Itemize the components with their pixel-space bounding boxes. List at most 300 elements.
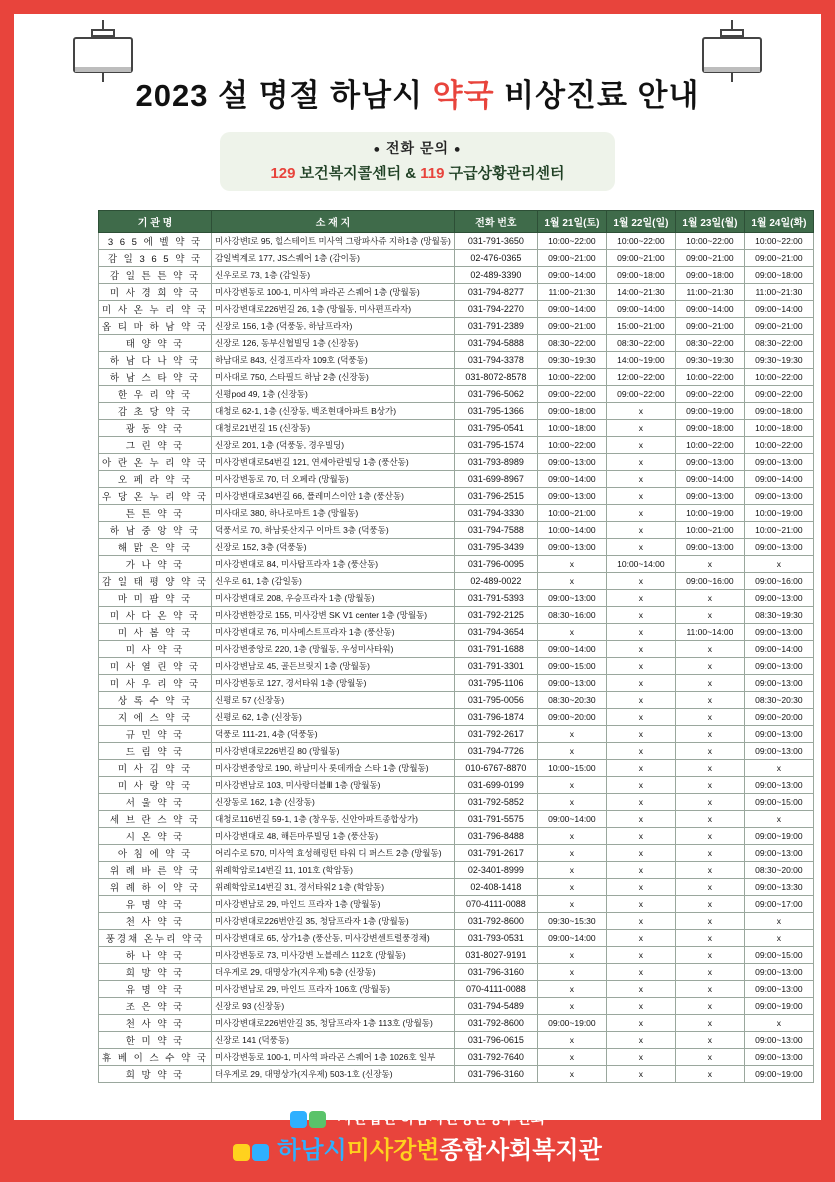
cell-jan21: 09:00~14:00 xyxy=(537,471,606,488)
cell-address: 덕풍서로 70, 하남롯산지구 이마트 3층 (덕풍동) xyxy=(212,522,455,539)
cell-jan22: 09:00~21:00 xyxy=(606,250,675,267)
cell-jan22: 08:30~22:00 xyxy=(606,335,675,352)
col-jan24: 1월 24일(화) xyxy=(744,211,813,233)
cell-jan21: x xyxy=(537,1032,606,1049)
cell-name: 상 록 수 약 국 xyxy=(99,692,212,709)
cell-jan21: x xyxy=(537,794,606,811)
cell-name: 해 맑 은 약 국 xyxy=(99,539,212,556)
cell-jan22: x xyxy=(606,998,675,1015)
cell-name: 한 미 약 국 xyxy=(99,1032,212,1049)
cell-phone: 031-792-8600 xyxy=(454,1015,537,1032)
table-row xyxy=(99,947,814,964)
table-row xyxy=(99,301,814,318)
cell-phone: 02-489-0022 xyxy=(454,573,537,590)
cell-phone: 031-791-3650 xyxy=(454,233,537,250)
cell-phone: 031-793-0531 xyxy=(454,930,537,947)
table-row xyxy=(99,879,814,896)
table-row xyxy=(99,1066,814,1083)
table-row xyxy=(99,1032,814,1049)
cell-jan24: 08:30~20:00 xyxy=(744,862,813,879)
cell-phone: 031-796-3160 xyxy=(454,964,537,981)
cell-phone: 070-4111-0088 xyxy=(454,981,537,998)
cell-jan23: 10:00~22:00 xyxy=(675,437,744,454)
cell-jan21: 08:30~22:00 xyxy=(537,335,606,352)
cell-address: 미사강변동로 127, 경서타워 1층 (망월동) xyxy=(212,675,455,692)
cell-jan23: x xyxy=(675,896,744,913)
cell-jan24: 09:00~19:00 xyxy=(744,998,813,1015)
cell-name: 풍경채 온누리 약국 xyxy=(99,930,212,947)
cell-address: 미사강변대로226번길 80 (망월동) xyxy=(212,743,455,760)
cell-address: 미사강변남로 45, 골든브릿지 1층 (망월동) xyxy=(212,658,455,675)
cell-name: 광 동 약 국 xyxy=(99,420,212,437)
cell-jan22: x xyxy=(606,420,675,437)
cell-name: 위 례 하 이 약 국 xyxy=(99,879,212,896)
cell-phone: 031-791-2617 xyxy=(454,845,537,862)
cell-address: 더우게로 29, 대명상가(지우제) 5층 (신장동) xyxy=(212,964,455,981)
cell-jan24: 09:00~16:00 xyxy=(744,573,813,590)
cell-jan21: x xyxy=(537,896,606,913)
cell-jan24: 09:00~13:00 xyxy=(744,675,813,692)
cell-phone: 031-792-8600 xyxy=(454,913,537,930)
cell-phone: 031-792-2617 xyxy=(454,726,537,743)
cell-jan21: x xyxy=(537,964,606,981)
cell-jan22: x xyxy=(606,488,675,505)
cell-jan21: x xyxy=(537,845,606,862)
cell-name: 미 사 약 국 xyxy=(99,641,212,658)
cell-jan22: x xyxy=(606,641,675,658)
cell-address: 미사대로 380, 하나로마트 1층 (망월동) xyxy=(212,505,455,522)
cell-jan24: 09:00~19:00 xyxy=(744,828,813,845)
cell-jan21: x xyxy=(537,1066,606,1083)
cell-address: 미사강변대로 48, 해든마루빌딩 1층 (풍산동) xyxy=(212,828,455,845)
cell-address: 어리수로 570, 미사역 효성해링턴 타워 디 퍼스트 2층 (망월동) xyxy=(212,845,455,862)
cell-jan23: x xyxy=(675,845,744,862)
cell-jan21: x xyxy=(537,726,606,743)
hotline-129: 129 xyxy=(270,165,296,182)
cell-phone: 02-476-0365 xyxy=(454,250,537,267)
poster-inner xyxy=(14,14,821,1168)
table-row xyxy=(99,505,814,522)
cell-name: 서 울 약 국 xyxy=(99,794,212,811)
cell-name: 지 에 스 약 국 xyxy=(99,709,212,726)
cell-jan24: 10:00~21:00 xyxy=(744,522,813,539)
cell-name: 천 사 약 국 xyxy=(99,1015,212,1032)
cell-phone: 031-796-0615 xyxy=(454,1032,537,1049)
cell-jan22: x xyxy=(606,743,675,760)
cell-jan21: 09:00~13:00 xyxy=(537,539,606,556)
cell-address: 미사강변대로226번안길 35, 청담프라자 1층 113호 (망월동) xyxy=(212,1015,455,1032)
cell-jan23: 09:00~18:00 xyxy=(675,420,744,437)
cell-address: 위례학암로14번길 31, 경서타워2 1층 (학암동) xyxy=(212,879,455,896)
cell-jan23: x xyxy=(675,947,744,964)
cell-jan21: 09:00~14:00 xyxy=(537,301,606,318)
cell-jan22: x xyxy=(606,947,675,964)
table-row xyxy=(99,318,814,335)
col-address: 소 재 지 xyxy=(212,211,455,233)
cell-jan23: x xyxy=(675,675,744,692)
cell-name: 마 미 팜 약 국 xyxy=(99,590,212,607)
cell-jan22: x xyxy=(606,794,675,811)
cell-jan21: x xyxy=(537,556,606,573)
cell-address: 미사강변대로 65, 상가1층 (풍산동, 미사강변센트럴풍경채) xyxy=(212,930,455,947)
cell-jan24: 09:00~21:00 xyxy=(744,318,813,335)
cell-phone: 031-795-3439 xyxy=(454,539,537,556)
cell-jan21: 08:30~16:00 xyxy=(537,607,606,624)
cell-jan23: 09:00~13:00 xyxy=(675,454,744,471)
cell-jan21: 09:00~14:00 xyxy=(537,267,606,284)
cell-jan21: x xyxy=(537,777,606,794)
cell-address: 신평로 62, 1층 (신장동) xyxy=(212,709,455,726)
cell-address: 신장로 141 (덕풍동) xyxy=(212,1032,455,1049)
cell-phone: 031-794-7588 xyxy=(454,522,537,539)
cell-jan23: x xyxy=(675,1015,744,1032)
cell-name: 하 남 다 나 약 국 xyxy=(99,352,212,369)
table-row xyxy=(99,896,814,913)
cell-name: 희 망 약 국 xyxy=(99,1066,212,1083)
table-row xyxy=(99,811,814,828)
cell-jan21: 09:30~19:30 xyxy=(537,352,606,369)
cell-jan24: 09:00~13:00 xyxy=(744,454,813,471)
cell-name: 미 사 다 온 약 국 xyxy=(99,607,212,624)
cell-jan21: 09:00~21:00 xyxy=(537,318,606,335)
cell-jan22: x xyxy=(606,1049,675,1066)
cell-jan21: x xyxy=(537,828,606,845)
cell-jan22: 15:00~21:00 xyxy=(606,318,675,335)
cell-name: 천 사 약 국 xyxy=(99,913,212,930)
hotline-119-label: 구급상황관리센터 xyxy=(444,165,565,182)
table-row xyxy=(99,658,814,675)
cell-jan24: 10:00~19:00 xyxy=(744,505,813,522)
table-row xyxy=(99,369,814,386)
table-row xyxy=(99,573,814,590)
cell-jan22: x xyxy=(606,505,675,522)
table-row xyxy=(99,828,814,845)
table-body xyxy=(99,233,814,1083)
cell-phone: 031-796-1874 xyxy=(454,709,537,726)
cell-jan21: 10:00~22:00 xyxy=(537,369,606,386)
cell-jan22: x xyxy=(606,913,675,930)
cell-name: 감 일 튼 튼 약 국 xyxy=(99,267,212,284)
cell-jan21: x xyxy=(537,573,606,590)
cell-address: 미사강변남로 29, 마인드 프라자 106호 (망월동) xyxy=(212,981,455,998)
footer-logo-icon xyxy=(290,1111,328,1129)
cell-jan23: 10:00~21:00 xyxy=(675,522,744,539)
cell-phone: 070-4111-0088 xyxy=(454,896,537,913)
cell-name: 조 은 약 국 xyxy=(99,998,212,1015)
cell-jan22: x xyxy=(606,777,675,794)
cell-jan22: x xyxy=(606,454,675,471)
cell-jan21: x xyxy=(537,1049,606,1066)
table-row xyxy=(99,420,814,437)
cell-jan22: x xyxy=(606,964,675,981)
cell-jan22: 14:00~21:30 xyxy=(606,284,675,301)
cell-jan22: 10:00~22:00 xyxy=(606,233,675,250)
pharmacy-schedule-table xyxy=(98,210,814,1083)
table-row xyxy=(99,590,814,607)
cell-jan22: 09:00~22:00 xyxy=(606,386,675,403)
table-row xyxy=(99,981,814,998)
cell-jan23: x xyxy=(675,777,744,794)
cell-address: 신장로 201, 1층 (덕풍동, 경우빌딩) xyxy=(212,437,455,454)
table-row xyxy=(99,1015,814,1032)
cell-jan22: x xyxy=(606,760,675,777)
cell-jan23: x xyxy=(675,794,744,811)
cell-jan23: 09:00~13:00 xyxy=(675,539,744,556)
cell-phone: 02-489-3390 xyxy=(454,267,537,284)
cell-name: 미 사 봄 약 국 xyxy=(99,624,212,641)
cell-jan24: 08:30~19:30 xyxy=(744,607,813,624)
cell-address: 하남대로 843, 신경프라자 109호 (덕풍동) xyxy=(212,352,455,369)
footer-org-label: 사단법인 하남시민생안정후원회 xyxy=(338,1110,546,1128)
cell-name: 규 민 약 국 xyxy=(99,726,212,743)
cell-jan24: x xyxy=(744,913,813,930)
cell-jan24: 09:00~22:00 xyxy=(744,386,813,403)
cell-jan24: 09:00~15:00 xyxy=(744,794,813,811)
cell-jan23: x xyxy=(675,641,744,658)
cell-jan23: x xyxy=(675,760,744,777)
cell-name: 유 명 약 국 xyxy=(99,896,212,913)
cell-jan21: x xyxy=(537,624,606,641)
cell-address: 미사강변동로 73, 미사강변 노블레스 112호 (망월동) xyxy=(212,947,455,964)
cell-jan23: 09:00~21:00 xyxy=(675,250,744,267)
cell-jan24: 10:00~22:00 xyxy=(744,369,813,386)
cell-name: 우 당 온 누 리 약 국 xyxy=(99,488,212,505)
cell-jan24: x xyxy=(744,556,813,573)
cell-jan24: 09:00~13:00 xyxy=(744,1032,813,1049)
cell-jan22: x xyxy=(606,845,675,862)
table-row xyxy=(99,760,814,777)
cell-jan21: 11:00~21:30 xyxy=(537,284,606,301)
cell-name: 3 6 5 에 벨 약 국 xyxy=(99,233,212,250)
cell-phone: 031-794-5888 xyxy=(454,335,537,352)
cell-phone: 031-791-2389 xyxy=(454,318,537,335)
contact-heading xyxy=(220,138,615,158)
cell-jan22: x xyxy=(606,607,675,624)
table-row xyxy=(99,471,814,488)
cell-jan23: 09:00~16:00 xyxy=(675,573,744,590)
cell-jan23: 09:00~13:00 xyxy=(675,488,744,505)
footer-org xyxy=(0,1107,835,1128)
cell-jan24: 09:30~19:30 xyxy=(744,352,813,369)
cell-phone: 031-794-7726 xyxy=(454,743,537,760)
cell-phone: 031-792-7640 xyxy=(454,1049,537,1066)
cell-jan23: x xyxy=(675,981,744,998)
cell-jan21: 10:00~14:00 xyxy=(537,522,606,539)
cell-jan24: 09:00~14:00 xyxy=(744,641,813,658)
cell-phone: 031-794-8277 xyxy=(454,284,537,301)
cell-jan21: 09:00~22:00 xyxy=(537,386,606,403)
cell-name: 한 우 리 약 국 xyxy=(99,386,212,403)
cell-address: 신평роd 49, 1층 (신장동) xyxy=(212,386,455,403)
cell-jan22: x xyxy=(606,828,675,845)
cell-address: 미사강변동로 70, 더 오페라 (망월동) xyxy=(212,471,455,488)
cell-jan22: x xyxy=(606,471,675,488)
title-post: 비상진료 안내 xyxy=(494,78,700,113)
cell-jan23: x xyxy=(675,726,744,743)
cell-address: 대청로 62-1, 1층 (신장동, 백조현대아파트 B상가) xyxy=(212,403,455,420)
cell-address: 미사강변î로 95, 힐스테이트 미사역 그랑파사쥬 지하1층 (망월동) xyxy=(212,233,455,250)
cell-jan22: x xyxy=(606,590,675,607)
cell-jan21: 09:00~13:00 xyxy=(537,675,606,692)
table-row xyxy=(99,726,814,743)
col-jan22: 1월 22일(일) xyxy=(606,211,675,233)
cell-jan22: 09:00~14:00 xyxy=(606,301,675,318)
cell-jan24: x xyxy=(744,930,813,947)
brand-part-b: 미사강변 xyxy=(346,1137,440,1165)
cell-jan21: x xyxy=(537,862,606,879)
cell-jan23: 09:00~14:00 xyxy=(675,471,744,488)
cell-jan23: 09:30~19:30 xyxy=(675,352,744,369)
cell-address: 신우로로 73, 1층 (감일동) xyxy=(212,267,455,284)
brand-part-a: 하남시 xyxy=(277,1137,347,1165)
cell-jan21: 09:00~14:00 xyxy=(537,811,606,828)
cell-jan21: 09:00~14:00 xyxy=(537,930,606,947)
cell-phone: 031-796-5062 xyxy=(454,386,537,403)
cell-name: 미 사 온 누 리 약 국 xyxy=(99,301,212,318)
cell-jan22: x xyxy=(606,981,675,998)
table-header-row xyxy=(99,211,814,233)
cell-jan24: 09:00~14:00 xyxy=(744,301,813,318)
cell-name: 감 일 태 평 양 약 국 xyxy=(99,573,212,590)
contact-heading-label: 전화 문의 xyxy=(386,140,449,156)
cell-jan21: 10:00~21:00 xyxy=(537,505,606,522)
hotline-129-label: 보건복지콜센터 & xyxy=(295,165,421,182)
cell-address: 신장동로 162, 1층 (신장동) xyxy=(212,794,455,811)
cell-address: 신장로 152, 3층 (덕풍동) xyxy=(212,539,455,556)
cell-jan23: 09:00~22:00 xyxy=(675,386,744,403)
cell-phone: 02-408-1418 xyxy=(454,879,537,896)
cell-address: 미사강변동로 100-1, 미사역 파라곤 스퀘어 1층 1026호 일부 xyxy=(212,1049,455,1066)
cell-phone: 031-791-5393 xyxy=(454,590,537,607)
cell-name: 미 사 경 희 약 국 xyxy=(99,284,212,301)
cell-jan21: 09:00~13:00 xyxy=(537,488,606,505)
cell-phone: 031-795-0056 xyxy=(454,692,537,709)
cell-phone: 031-794-5489 xyxy=(454,998,537,1015)
cell-name: 유 명 약 국 xyxy=(99,981,212,998)
cell-name: 오 페 라 약 국 xyxy=(99,471,212,488)
cell-phone: 031-699-8967 xyxy=(454,471,537,488)
cell-jan21: 09:00~20:00 xyxy=(537,709,606,726)
cell-jan24: 09:00~13:00 xyxy=(744,624,813,641)
cell-jan21: 10:00~18:00 xyxy=(537,420,606,437)
cell-jan24: 09:00~13:30 xyxy=(744,879,813,896)
cell-address: 미사강변한강로 155, 미사강변 SK V1 center 1층 (망월동) xyxy=(212,607,455,624)
cell-name: 미 사 열 린 약 국 xyxy=(99,658,212,675)
cell-name: 하 남 스 타 약 국 xyxy=(99,369,212,386)
cell-address: 미사대로 750, 스타필드 하남 2층 (신장동) xyxy=(212,369,455,386)
cell-address: 미사강변대로54번길 121, 연세아란빌딩 1층 (풍산동) xyxy=(212,454,455,471)
cell-jan22: x xyxy=(606,658,675,675)
cell-jan22: 10:00~14:00 xyxy=(606,556,675,573)
cell-name: 하 나 약 국 xyxy=(99,947,212,964)
cell-jan23: 09:00~14:00 xyxy=(675,301,744,318)
footer-brand xyxy=(0,1130,835,1166)
cell-phone: 031-796-3160 xyxy=(454,1066,537,1083)
cell-phone: 010-6767-8870 xyxy=(454,760,537,777)
cell-jan21: 09:00~13:00 xyxy=(537,590,606,607)
cell-name: 시 온 약 국 xyxy=(99,828,212,845)
cell-jan22: 12:00~22:00 xyxy=(606,369,675,386)
table-row xyxy=(99,539,814,556)
contact-numbers xyxy=(220,162,615,183)
contact-box xyxy=(220,132,615,191)
cell-address: 미사강변남로 29, 마인드 프라자 1층 (망월동) xyxy=(212,896,455,913)
cell-jan21: 10:00~22:00 xyxy=(537,233,606,250)
cell-address: 위례학암로14번길 11, 101호 (학암동) xyxy=(212,862,455,879)
cell-name: 위 례 바 른 약 국 xyxy=(99,862,212,879)
cell-address: 미사강변대로226번안길 35, 청담프라자 1층 (망월동) xyxy=(212,913,455,930)
cell-jan21: 09:00~19:00 xyxy=(537,1015,606,1032)
cell-jan24: 10:00~22:00 xyxy=(744,233,813,250)
cell-jan24: 09:00~13:00 xyxy=(744,1049,813,1066)
cell-name: 태 양 약 국 xyxy=(99,335,212,352)
cell-address: 더우게로 29, 대명상가(지우제) 503-1호 (신장동) xyxy=(212,1066,455,1083)
cell-name: 가 나 약 국 xyxy=(99,556,212,573)
cell-jan23: x xyxy=(675,930,744,947)
title-pre: 2023 설 명절 하남시 xyxy=(135,78,433,113)
table-row xyxy=(99,709,814,726)
cell-jan24: 10:00~18:00 xyxy=(744,420,813,437)
table-row xyxy=(99,437,814,454)
cell-jan23: x xyxy=(675,556,744,573)
cell-jan23: x xyxy=(675,1066,744,1083)
cell-jan23: x xyxy=(675,709,744,726)
cell-jan23: x xyxy=(675,692,744,709)
cell-jan23: x xyxy=(675,1032,744,1049)
cell-name: 아 란 온 누 리 약 국 xyxy=(99,454,212,471)
cell-name: 미 사 랑 약 국 xyxy=(99,777,212,794)
col-name: 기 관 명 xyxy=(99,211,212,233)
cell-jan21: 09:00~15:00 xyxy=(537,658,606,675)
cell-name: 휴 베 이 스 수 약 국 xyxy=(99,1049,212,1066)
cell-jan23: 09:00~21:00 xyxy=(675,318,744,335)
cell-jan24: 09:00~17:00 xyxy=(744,896,813,913)
cell-jan24: 09:00~13:00 xyxy=(744,743,813,760)
cell-jan21: x xyxy=(537,879,606,896)
cell-address: 대청로21번길 15 (신장동) xyxy=(212,420,455,437)
cell-jan23: x xyxy=(675,590,744,607)
table-row xyxy=(99,794,814,811)
cell-jan21: 09:00~13:00 xyxy=(537,454,606,471)
cell-name: 옵 티 마 하 남 약 국 xyxy=(99,318,212,335)
cell-jan24: 09:00~20:00 xyxy=(744,709,813,726)
cell-jan23: x xyxy=(675,964,744,981)
cell-jan21: 10:00~22:00 xyxy=(537,437,606,454)
cell-jan24: 09:00~13:00 xyxy=(744,488,813,505)
cell-jan22: 14:00~19:00 xyxy=(606,352,675,369)
cell-address: 덕풍로 111-21, 4층 (덕풍동) xyxy=(212,726,455,743)
cell-address: 신장로 126, 동부신협빌딩 1층 (신장동) xyxy=(212,335,455,352)
cell-address: 미사강변대로 76, 미사메스트프라자 1층 (풍산동) xyxy=(212,624,455,641)
cell-jan22: x xyxy=(606,624,675,641)
cell-jan24: 08:30~22:00 xyxy=(744,335,813,352)
cell-jan23: x xyxy=(675,811,744,828)
cell-address: 신장로 93 (신장동) xyxy=(212,998,455,1015)
cell-jan24: 08:30~20:30 xyxy=(744,692,813,709)
cell-jan24: 09:00~19:00 xyxy=(744,1066,813,1083)
cell-jan21: 09:00~14:00 xyxy=(537,641,606,658)
table-row xyxy=(99,930,814,947)
cell-jan22: x xyxy=(606,1032,675,1049)
table-row xyxy=(99,386,814,403)
cell-phone: 031-793-8989 xyxy=(454,454,537,471)
cell-jan22: x xyxy=(606,573,675,590)
cell-jan22: x xyxy=(606,879,675,896)
table-row xyxy=(99,556,814,573)
cell-jan24: 11:00~21:30 xyxy=(744,284,813,301)
cell-phone: 031-8027-9191 xyxy=(454,947,537,964)
cell-jan23: x xyxy=(675,998,744,1015)
